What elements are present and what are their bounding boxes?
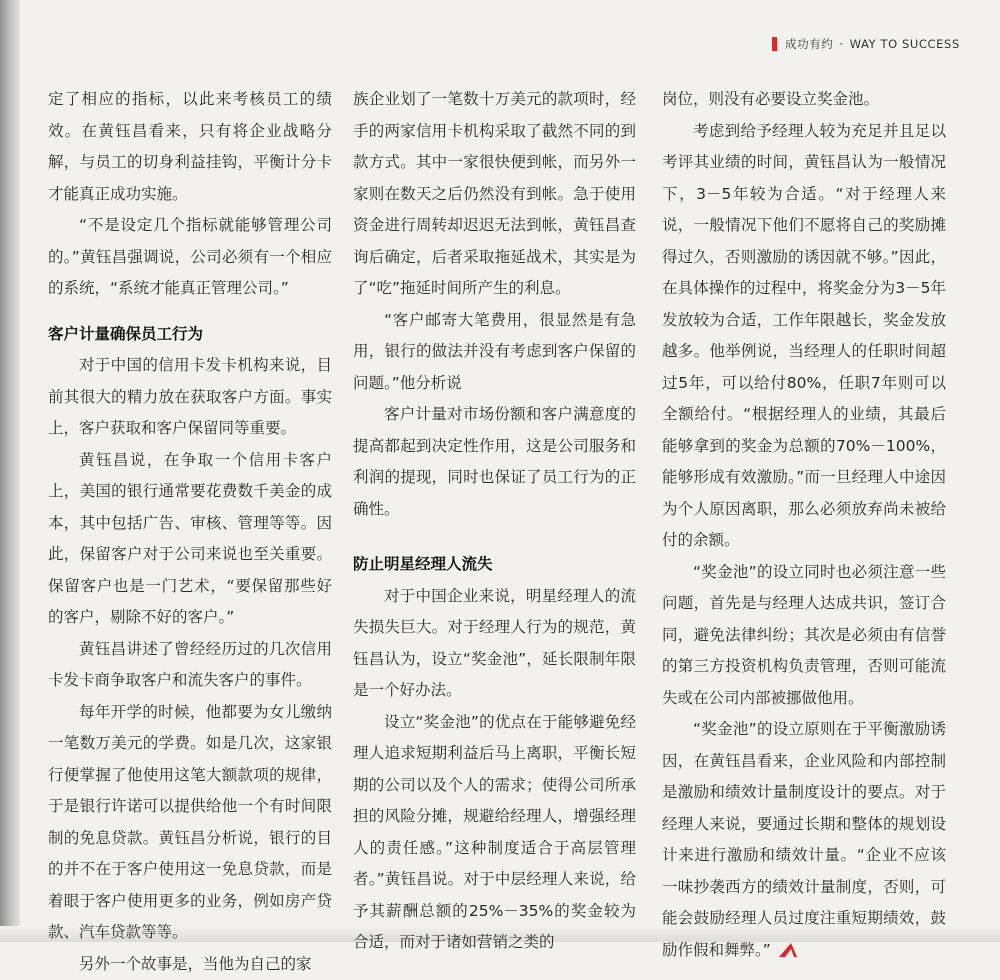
header-section-cn: 成功有约 [785,36,833,52]
paragraph: 客户计量对市场份额和客户满意度的提高都起到决定性作用，这是公司服务和利润的提现，同时也保证了员工行为的正确性。 [353,399,636,525]
page-binding-shadow [0,0,20,942]
paragraph: “不是设定几个指标就能够管理公司的。”黄钰昌强调说，公司必须有一个相应的系统，“系统才能真正管理公司。” [48,210,332,305]
paragraph: “客户邮寄大笔费用，很显然是有急用，银行的做法并没有考虑到客户保留的问题。”他分析说 [353,305,636,400]
paragraph-text: “奖金池”的设立原则在于平衡激励诱因，在黄钰昌看来，企业风险和内部控制是激励和绩效计量制度设计的要点。对于经理人来说，要通过长期和整体的规划设计来进行激励和绩效计量。“企业不应该一味抄袭西方的绩效计量制度，否则，可能会鼓励经理人员过度注重短期绩效，鼓励作假和舞弊。” [662,720,946,959]
paragraph: 设立“奖金池”的优点在于能够避免经理人追求短期利益后马上离职，平衡长短期的公司以及个人的需求；使得公司所承担的风险分摊，规避给经理人，增强经理人的责任感。”这种制度适合于高层管理者。”黄钰昌说。对于中层经理人来说，给予其薪酬总额的25%－35%的奖金较为合适，而对于诸如营销之类的 [353,707,636,959]
paragraph: 岗位，则没有必要设立奖金池。 [662,84,946,116]
section-header [772,36,960,52]
section-heading-star-managers: 防止明星经理人流失 [353,549,636,581]
paragraph: 考虑到给予经理人较为充足并且足以考评其业绩的时间，黄钰昌认为一般情况下，3－5年较为合适。“对于经理人来说，一般情况下他们不愿将自己的奖励摊得过久，否则激励的诱因就不够。”因此，在具体操作的过程中，将奖金分为3－5年发放较为合适，工作年限越长，奖金发放越多。他举例说，当经理人的任职时间超过5年，可以给付80%，任职7年则可以全额给付。“根据经理人的业绩，其最后能够拿到的奖金为总额的70%－100%，能够形成有效激励。”而一旦经理人中途因为个人原因离职，那么必须放弃尚未被给付的余额。 [662,116,946,557]
article-end-mark-icon [777,941,799,959]
paragraph: “奖金池”的设立同时也必须注意一些问题，首先是与经理人达成共识，签订合同，避免法律纠纷；其次是必须由有信誉的第三方投资机构负责管理，否则可能流失或在公司内部被挪做他用。 [662,557,946,715]
article-column-1 [48,84,332,980]
paragraph: 对于中国的信用卡发卡机构来说，目前其很大的精力放在获取客户方面。事实上，客户获取和客户保留同等重要。 [48,350,332,445]
paragraph: 黄钰昌讲述了曾经经历过的几次信用卡发卡商争取客户和流失客户的事件。 [48,634,332,697]
paragraph: 定了相应的指标，以此来考核员工的绩效。在黄钰昌看来，只有将企业战略分解，与员工的切身利益挂钩，平衡计分卡才能真正成功实施。 [48,84,332,210]
header-section-en: WAY TO SUCCESS [850,37,960,51]
header-separator: · [839,37,843,51]
paragraph: 每年开学的时候，他都要为女儿缴纳一笔数万美元的学费。如是几次，这家银行便掌握了他使用这笔大额款项的规律，于是银行许诺可以提供给他一个有时间限制的免息贷款。黄钰昌分析说，银行的目的并不在于客户使用这一免息贷款，而是着眼于客户使用更多的业务，例如房产贷款、汽车贷款等等。 [48,697,332,949]
paragraph [662,714,946,966]
header-accent-bar [772,37,777,51]
paragraph: 黄钰昌说，在争取一个信用卡客户上，美国的银行通常要花费数千美金的成本，其中包括广告、审核、管理等等。因此，保留客户对于公司来说也至关重要。保留客户也是一门艺术，“要保留那些好的客户，剔除不好的客户。” [48,445,332,634]
section-heading-customer-metrics: 客户计量确保员工行为 [48,319,332,351]
article-column-2 [353,84,636,959]
paragraph: 另外一个故事是，当他为自己的家 [48,949,332,980]
article-column-3 [662,84,946,966]
paragraph: 族企业划了一笔数十万美元的款项时，经手的两家信用卡机构采取了截然不同的到款方式。其中一家很快便到帐，而另外一家则在数天之后仍然没有到帐。急于使用资金进行周转却迟迟无法到帐，黄钰昌查询后确定，后者采取拖延战术，其实是为了“吃”拖延时间所产生的利息。 [353,84,636,305]
paragraph: 对于中国企业来说，明星经理人的流失损失巨大。对于经理人行为的规范，黄钰昌认为，设立“奖金池”，延长限制年限是一个好办法。 [353,581,636,707]
